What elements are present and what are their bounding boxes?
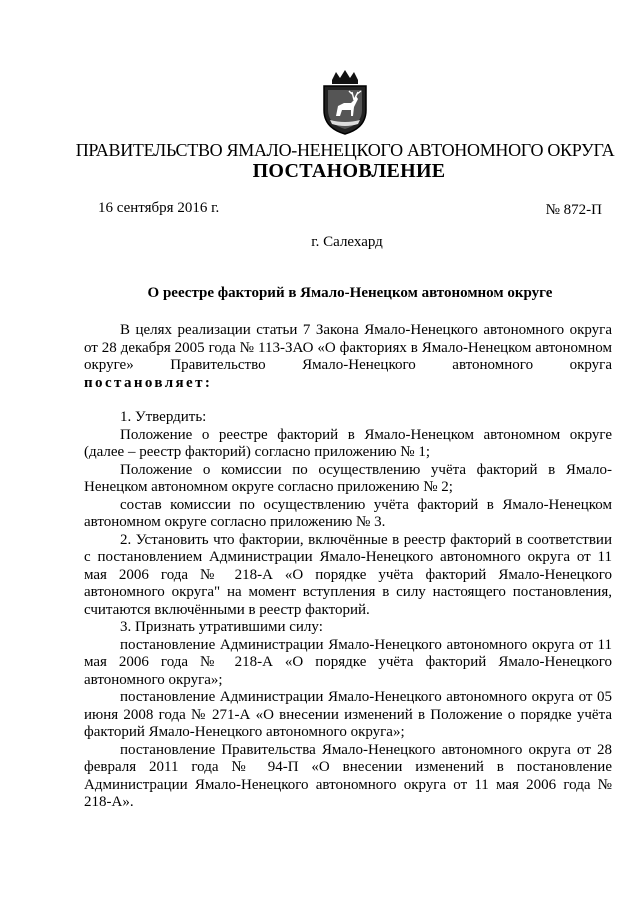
clause-3c: постановление Правительства Ямало-Ненецкого автономного округа от 28 февраля 2011 года № 94-П «О внесении изменений в постановление Администрации Ямало-Ненецкого автономного округа от 11 мая 2006 года № 218-А». [84,741,612,810]
coat-of-arms-icon [318,70,372,136]
clause-3b: постановление Администрации Ямало-Ненецкого автономного округа от 05 июня 2008 года № 271-А «О внесении изменений в Положение о порядке учёта факторий Ямало-Ненецкого автономного округа»; [84,689,612,740]
clause-1c: состав комиссии по осуществлению учёта факторий в Ямало-Ненецком автономном округе согласно приложению № 3. [84,496,612,530]
clause-1b: Положение о комиссии по осуществлению учёта факторий в Ямало-Ненецком автономном округе согласно приложению № 2; [84,461,612,495]
intro-text: В целях реализации статьи 7 Закона Ямало-Ненецкого автономного округа от 28 декабря 2005 года № 113-ЗАО «О факториях в Ямало-Ненецком автономном округе» Правительство Ямало-Ненецкого автономного округа [84,322,612,373]
clause-1: 1. Утвердить: [120,409,207,425]
government-name: ПРАВИТЕЛЬСТВО ЯМАЛО-НЕНЕЦКОГО АВТОНОМНОГО ОКРУГА [75,140,615,160]
document-title: О реестре факторий в Ямало-Ненецком автономном округе [147,285,553,301]
intro-paragraph [84,322,612,392]
decree-word: постановляет: [84,374,213,391]
document-body [84,322,612,812]
document-city: г. Салехард [311,234,383,250]
clause-2: 2. Установить что фактории, включённые в реестр факторий в соответствии с постановлением Администрации Ямало-Ненецкого автономного округа от 11 мая 2006 года № 218-А «О порядке учёта факторий Ямало-Ненецкого автономного округа" на момент вступления в силу настоящего постановления, считаются включёнными в реестр факторий. [84,531,612,618]
clause-1a: Положение о реестре факторий в Ямало-Ненецком автономном округе (далее – реестр факторий) согласно приложению № 1; [84,426,612,460]
document-type: ПОСТАНОВЛЕНИЕ [252,160,446,182]
clause-3a: постановление Администрации Ямало-Ненецкого автономного округа от 11 мая 2006 года № 218-А «О порядке учёта факторий Ямало-Ненецкого автономного округа»; [84,636,612,688]
clause-3: 3. Признать утратившими силу: [120,619,323,635]
document-number: № 872-П [545,202,602,218]
document-date: 16 сентября 2016 г. [98,200,220,216]
